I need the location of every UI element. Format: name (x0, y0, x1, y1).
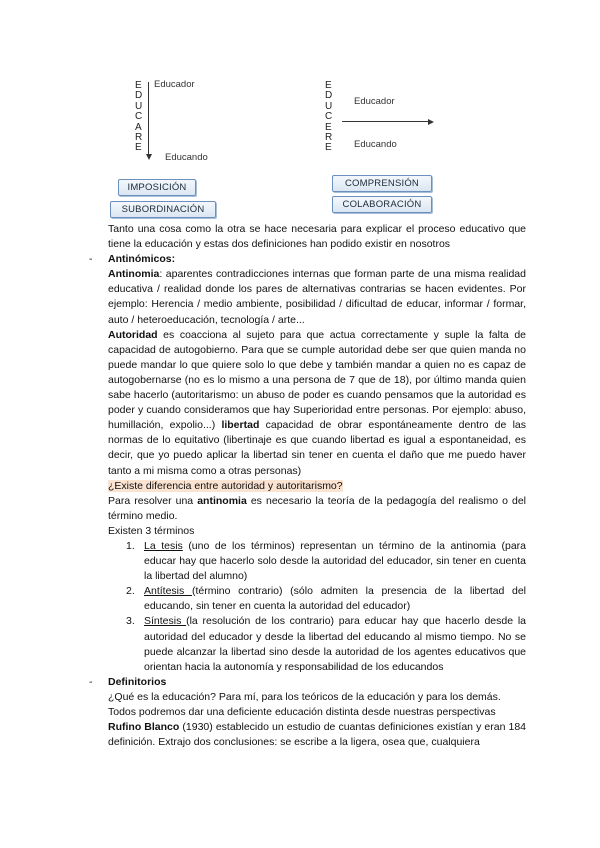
diagram-letter: U (325, 100, 333, 112)
diagram-right-bottom-label: Educando (354, 139, 397, 150)
list-item-tesis (108, 539, 526, 584)
subordinacion-box: SUBORDINACIÓN (110, 201, 216, 218)
diagram-letter: D (325, 90, 333, 102)
autoridad-paragraph (108, 328, 526, 479)
diagram-right-letters (325, 81, 335, 154)
bullet-marker: - (89, 253, 93, 266)
diagram-letter: C (135, 111, 143, 123)
definitorios-line1: ¿Qué es la educación? Para mí, para los teóricos de la educación y para los demás. (108, 690, 501, 703)
autoridad-term: Autoridad (108, 328, 158, 341)
diagram-right-arrowhead (428, 119, 434, 125)
diagram-left-letters (135, 81, 145, 154)
diagram-left (130, 80, 250, 165)
antitesis-text: (término contrario) (sólo admiten la presencia de la libertad del educando, sin tener en cuenta la autoridad del educador) (144, 585, 526, 613)
resolver-post: es necesario la teoría de la pedagogía del realismo o del término medio. (108, 494, 527, 522)
antinomia-text: : aparentes contradicciones internas que forman parte de una misma realidad educativa / realidad donde los pares de alternativas contrarias se hacen evidentes. Por ejemplo: Herencia / medio ambiente, posibilidad / dificultad de educar, informar / formar, auto / heteroeducación, tecnología / arte... (108, 268, 526, 326)
diagram-letter: E (135, 80, 142, 91)
rufino-term: Rufino Blanco (108, 721, 180, 734)
colaboracion-box: COLABORACIÓN (332, 196, 432, 213)
diagram-letter: E (325, 121, 332, 133)
rufino-paragraph (108, 720, 526, 750)
resolver-pre: Para resolver una (108, 494, 198, 507)
existen-line: Existen 3 términos (108, 524, 195, 537)
diagram-left-arrow (148, 82, 149, 157)
antinomia-paragraph (108, 267, 526, 327)
antinomicos-heading: Antinómicos: (108, 253, 176, 266)
autoridad-text: es coacciona al sujeto para que actua correctamente y suple la falta de capacidad de autogobierno. Para que se cumple autoridad debe ser que quien manda no puede mandar lo que quiere solo lo que debe y también mandar a quien no es capaz de autogobernarse (no es lo mismo a una persona de 7 que de 18), por último manda quien sabe hacerlo (autoritarismo: un abuso de poder es cuando pensamos que la autoridad es poder y cuando consideramos que hay Superioridad entre personas. Por ejemplo: abuso, humillación, expolio...) (108, 328, 526, 432)
diagram-letter: E (325, 142, 332, 154)
sintesis-term: Síntesis (144, 615, 187, 628)
antinomicos-heading-row (89, 252, 526, 267)
diagram-left-arrowhead (146, 154, 152, 160)
antitesis-term: Antítesis (144, 585, 192, 598)
antinomia-term: Antinomia (108, 268, 160, 281)
comprension-box: COMPRENSIÓN (332, 175, 432, 192)
diagram-letter: C (325, 111, 333, 123)
question-line (108, 479, 526, 494)
definitorios-heading-row (89, 675, 526, 690)
libertad-text: capacidad de obrar espontáneamente dentro de las normas de lo equitativo (libertinaje es que cuando libertad es igual a espontaneidad, es decir, que yo puedo aplicar la libertad sin tener en cuenta el daño que me puedo haver tanto a mi misma como a otras personas) (108, 419, 526, 477)
highlighted-question: ¿Existe diferencia entre autoridad y autoritarismo? (108, 479, 343, 492)
diagram-letter: E (325, 80, 332, 91)
document-body (89, 222, 527, 750)
diagram-letter: R (325, 132, 333, 144)
resolver-paragraph (108, 494, 526, 524)
diagram-left-bottom-label: Educando (165, 152, 208, 163)
libertad-term: libertad (221, 419, 260, 432)
diagram-left-top-label: Educador (154, 79, 195, 90)
bullet-marker: - (89, 675, 93, 688)
diagram-letter: E (135, 142, 142, 154)
rufino-text: (1930) establecido un estudio de cuantas definiciones existían y eran 184 definición. Extrajo dos conclusiones: se escribe a la ligera, osea que, cualquiera (108, 721, 526, 749)
tesis-text: (uno de los términos) representan un término de la antinomia (para educar hay que hacerlo solo desde la autoridad del educador, sin tener en cuenta la libertad del alumno) (144, 539, 526, 583)
intro-paragraph: Tanto una cosa como la otra se hace necesaria para explicar el proceso educativo que tiene la educación y estas dos definiciones han podido existir en nosotros (108, 223, 526, 251)
definitorios-line2: Todos podremos dar una deficiente educación distinta desde nuestras perspectivas (108, 706, 496, 718)
diagram-right-arrow (342, 121, 430, 122)
list-number: 3. (126, 615, 135, 628)
imposicion-box: IMPOSICIÓN (118, 179, 196, 196)
diagram-letter: R (135, 132, 143, 144)
resolver-term: antinomia (197, 494, 247, 507)
diagram-right-top-label: Educador (354, 96, 395, 107)
list-item-sintesis (108, 614, 526, 674)
diagram-right (320, 80, 450, 165)
diagram-letter: D (135, 90, 143, 102)
diagram-letter: U (135, 100, 143, 112)
tesis-term: La tesis (144, 539, 183, 552)
list-number: 1. (126, 539, 135, 552)
sintesis-text: (la resolución de los contrario) para educar hay que hacerlo desde la autoridad del educador y desde la libertad del educando al mismo tiempo. No se puede alcanzar la libertad sino desde la autoridad de los agentes educativos que orientan hacia la autonomía y responsabilidad de los educandos (144, 615, 526, 673)
list-number: 2. (126, 585, 135, 598)
list-item-antitesis (108, 584, 526, 614)
definitorios-heading: Definitorios (108, 675, 167, 688)
diagram-letter: A (135, 121, 142, 133)
